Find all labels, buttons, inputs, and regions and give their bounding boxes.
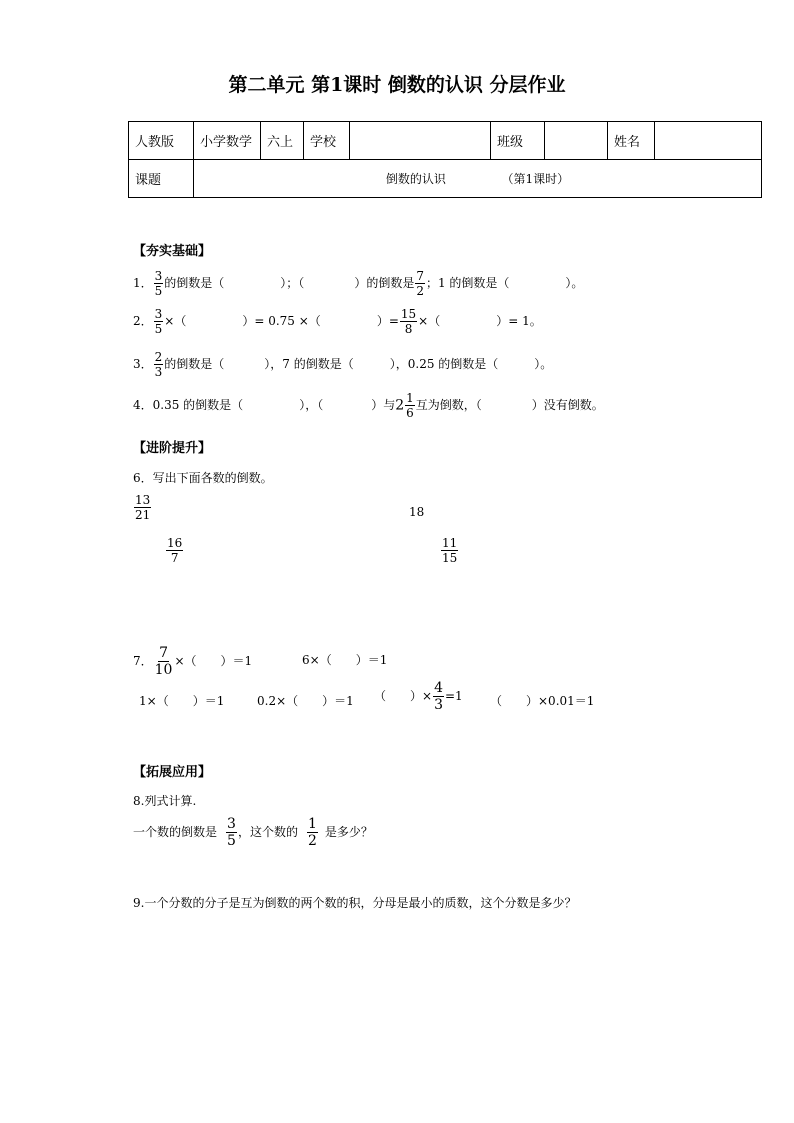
q7-e-right: =1	[444, 689, 463, 703]
q2-text-3: ）=	[376, 314, 399, 328]
q4-text-4: 互为倒数，（	[415, 398, 482, 412]
q1-text-3: ）的倒数是	[354, 276, 415, 290]
lesson-text: （第1课时）	[501, 172, 570, 186]
question-8: 8.列式计算.	[133, 794, 197, 808]
q8-text-2: ，这个数的	[237, 825, 298, 839]
q4-text-5: ）没有倒数。	[531, 398, 604, 412]
q7-item-d: 0.2×（ ）＝1	[257, 694, 354, 708]
grade-cell: 六上	[261, 122, 304, 160]
q8-text-1: 一个数的倒数是	[133, 825, 218, 839]
q7-e-left: （ ）×	[374, 689, 433, 703]
q6-item-c: $\frac{16}{7}$	[167, 536, 183, 565]
q1-number: 1．	[133, 276, 153, 290]
q1-text-4: ；1 的倒数是（	[425, 276, 510, 290]
class-label: 班级	[491, 122, 545, 160]
name-value	[655, 122, 762, 160]
q3-number: 3．	[133, 357, 153, 371]
question-1	[133, 270, 583, 297]
question-4	[133, 392, 604, 419]
q4-text-2: ），（	[299, 398, 324, 412]
q7-fraction-a: $\frac{7}{10}$	[154, 645, 173, 678]
q3-text-2: ），7 的倒数是（	[264, 357, 354, 371]
topic-text: 倒数的认识	[385, 172, 446, 186]
q7-item-f: （ ）×0.01＝1	[490, 694, 595, 708]
publisher-cell: 人教版	[129, 122, 194, 160]
q2-text-1: ×（	[164, 314, 187, 328]
q2-number: 2．	[133, 314, 153, 328]
q4-mixed-fraction: $\frac{1}{6}$	[406, 391, 414, 420]
q8-fraction-b: $\frac{1}{2}$	[307, 816, 317, 849]
q8-fraction-a: $\frac{3}{5}$	[227, 816, 236, 849]
school-label: 学校	[304, 122, 350, 160]
question-2	[133, 308, 542, 335]
q7-item-a: ×（ ）＝1	[174, 654, 253, 668]
q8-problem	[133, 817, 373, 848]
q3-text-4: ）。	[534, 357, 553, 371]
q8-text-3: 是多少？	[324, 825, 373, 839]
question-6: 6．写出下面各数的倒数。	[133, 471, 273, 485]
q3-text-3: ），0.25 的倒数是（	[389, 357, 499, 371]
subject-cell: 小学数学	[194, 122, 261, 160]
q4-mixed-whole: 2	[395, 397, 405, 414]
q2-fraction-a: $\frac{3}{5}$	[154, 307, 163, 336]
q7-row-1	[133, 646, 252, 677]
question-9: 9.一个分数的分子是互为倒数的两个数的积，分母是最小的质数，这个分数是多少？	[133, 896, 577, 910]
q7-fraction-e: $\frac{4}{3}$	[434, 680, 443, 713]
q6-item-a: $\frac{13}{21}$	[135, 493, 151, 522]
q1-text-1: 的倒数是（	[164, 276, 225, 290]
q7-number: 7．	[133, 654, 153, 668]
q1-fraction-a: $\frac{3}{5}$	[154, 269, 163, 298]
q1-text-2: ）；（	[280, 276, 305, 290]
q7-item-c: 1×（ ）＝1	[139, 694, 225, 708]
q4-text-1: 0.35 的倒数是（	[152, 398, 244, 412]
topic-label: 课题	[129, 160, 194, 198]
q4-number: 4．	[133, 398, 153, 412]
q2-text-4: ×（	[418, 314, 441, 328]
q4-text-3: ）与	[371, 398, 396, 412]
section-extend: 【拓展应用】	[133, 765, 212, 780]
q2-text-2: ）= 0.75 ×（	[242, 314, 321, 328]
question-3	[133, 351, 552, 378]
section-advanced: 【进阶提升】	[133, 441, 212, 456]
q2-fraction-b: $\frac{15}{8}$	[400, 307, 417, 336]
q3-fraction: $\frac{2}{3}$	[154, 350, 163, 379]
q7-item-e	[374, 681, 463, 712]
name-label: 姓名	[608, 122, 655, 160]
q3-text-1: 的倒数是（	[164, 357, 225, 371]
q6-item-b: 18	[409, 505, 425, 519]
q2-text-5: ）= 1。	[496, 314, 542, 328]
q7-item-b: 6×（ ）＝1	[302, 653, 388, 667]
header-table	[128, 121, 762, 198]
topic-value	[194, 160, 762, 198]
class-value	[545, 122, 608, 160]
q1-fraction-b: $\frac{7}{2}$	[416, 269, 424, 298]
q1-text-5: ）。	[565, 276, 584, 290]
section-basic: 【夯实基础】	[133, 244, 212, 259]
q6-item-d: $\frac{11}{15}$	[442, 536, 458, 565]
school-value	[350, 122, 491, 160]
page-title: 第二单元 第1课时 倒数的认识 分层作业	[228, 74, 566, 96]
